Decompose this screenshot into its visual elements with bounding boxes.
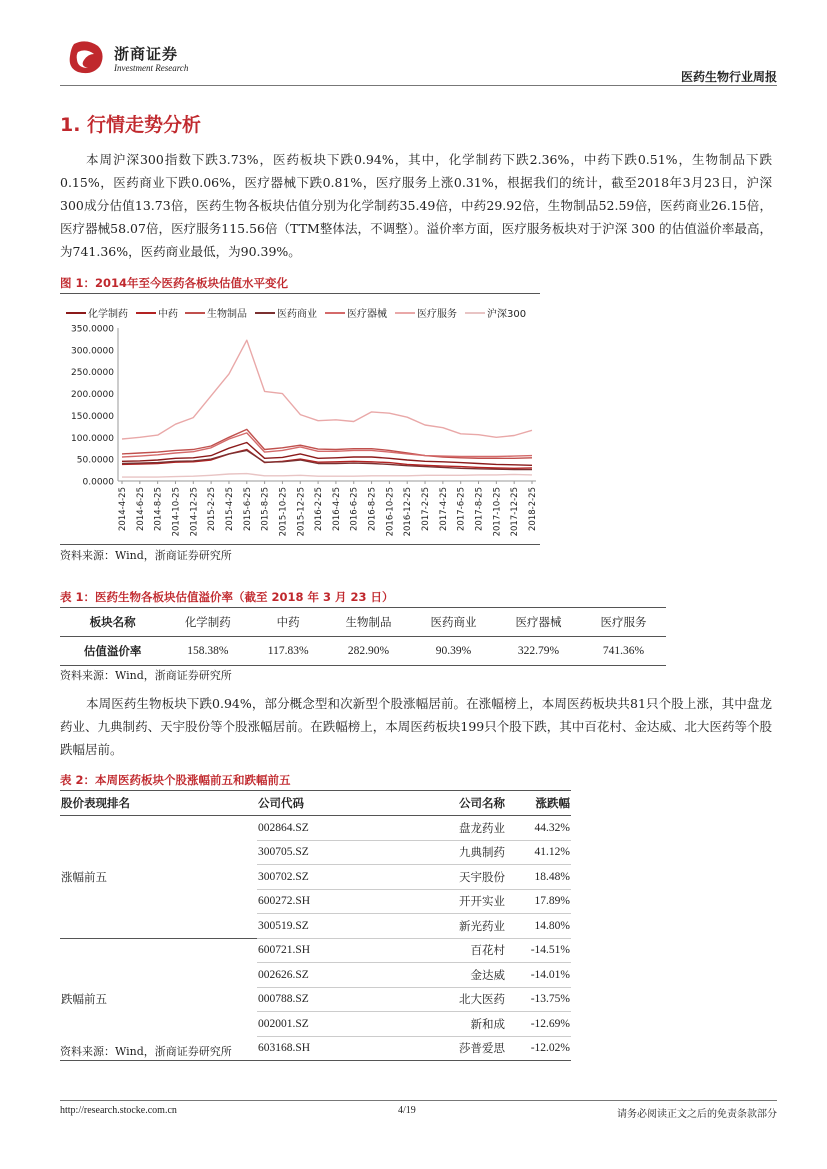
series-line-沪深300 bbox=[122, 474, 532, 478]
change-pct: 17.89% bbox=[506, 889, 571, 914]
x-tick-label: 2015-12-25 bbox=[296, 487, 307, 537]
header-cell: 化学制药 bbox=[165, 608, 250, 637]
header-cell: 医疗服务 bbox=[581, 608, 666, 637]
company-name: 新光药业 bbox=[369, 914, 506, 939]
x-tick-label: 2014-6-25 bbox=[135, 487, 146, 531]
plot-area bbox=[122, 340, 532, 477]
legend-label: 沪深300 bbox=[487, 309, 527, 320]
header-cell: 医药商业 bbox=[411, 608, 496, 637]
legend-label: 医药商业 bbox=[277, 309, 317, 320]
company-name: 盘龙药业 bbox=[369, 816, 506, 841]
change-pct: -12.69% bbox=[506, 1012, 571, 1037]
company-code: 002626.SZ bbox=[257, 963, 369, 988]
x-tick-label: 2015-6-25 bbox=[242, 487, 253, 531]
table-header-row bbox=[60, 608, 666, 637]
series-line-医疗服务 bbox=[122, 340, 532, 439]
top-movers-table bbox=[60, 790, 571, 1061]
company-name: 莎普爱思 bbox=[369, 1036, 506, 1061]
cell: 322.79% bbox=[496, 637, 581, 666]
x-axis bbox=[118, 481, 538, 536]
footer-divider bbox=[60, 1100, 777, 1101]
x-tick-label: 2017-4-25 bbox=[438, 487, 449, 531]
header-cell: 公司名称 bbox=[369, 791, 506, 816]
company-name-cn: 浙商证券 bbox=[114, 45, 179, 63]
x-tick-label: 2018-2-25 bbox=[528, 487, 538, 531]
change-pct: 41.12% bbox=[506, 840, 571, 865]
cell: 158.38% bbox=[165, 637, 250, 666]
header-cell: 生物制品 bbox=[326, 608, 411, 637]
company-name-en: Investment Research bbox=[114, 63, 189, 73]
change-pct: -14.01% bbox=[506, 963, 571, 988]
table1-source: 资料来源：Wind，浙商证券研究所 bbox=[60, 669, 232, 682]
cell: 741.36% bbox=[581, 637, 666, 666]
legend-label: 化学制药 bbox=[88, 309, 128, 320]
chart-legend bbox=[66, 307, 526, 320]
table1-caption: 表 1：医药生物各板块估值溢价率（截至 2018 年 3 月 23 日） bbox=[60, 590, 394, 604]
company-logo bbox=[66, 40, 106, 76]
figure-caption-rule bbox=[60, 293, 540, 294]
company-code: 000788.SZ bbox=[257, 987, 369, 1012]
company-name: 新和成 bbox=[369, 1012, 506, 1037]
legend-label: 中药 bbox=[158, 309, 178, 320]
x-tick-label: 2014-8-25 bbox=[153, 487, 164, 531]
y-tick-label: 100.0000 bbox=[71, 433, 114, 444]
header-divider bbox=[60, 85, 777, 86]
company-code: 603168.SH bbox=[257, 1036, 369, 1061]
y-tick-label: 0.0000 bbox=[82, 477, 114, 488]
legend-label: 医疗器械 bbox=[347, 309, 387, 320]
company-name: 百花村 bbox=[369, 938, 506, 963]
x-tick-label: 2016-2-25 bbox=[314, 487, 325, 531]
x-tick-label: 2015-4-25 bbox=[224, 487, 235, 531]
legend-label: 医疗服务 bbox=[417, 309, 457, 320]
company-code: 300705.SZ bbox=[257, 840, 369, 865]
report-type: 医药生物行业周报 bbox=[680, 70, 777, 84]
x-tick-label: 2017-6-25 bbox=[456, 487, 467, 531]
company-code: 002864.SZ bbox=[257, 816, 369, 841]
x-tick-label: 2016-10-25 bbox=[385, 487, 396, 537]
x-tick-label: 2015-10-25 bbox=[278, 487, 289, 537]
table-row bbox=[60, 637, 666, 666]
x-tick-label: 2017-8-25 bbox=[474, 487, 485, 531]
legend-label: 生物制品 bbox=[207, 309, 247, 320]
table-row bbox=[60, 938, 571, 963]
y-tick-label: 250.0000 bbox=[71, 368, 114, 379]
paragraph-market-summary bbox=[60, 148, 772, 263]
x-tick-label: 2014-4-25 bbox=[118, 487, 128, 531]
figure-source: 资料来源：Wind，浙商证券研究所 bbox=[60, 549, 232, 562]
table2-source: 资料来源：Wind，浙商证券研究所 bbox=[60, 1045, 232, 1058]
section-title: 1. 行情走势分析 bbox=[60, 114, 202, 136]
y-tick-label: 200.0000 bbox=[71, 390, 114, 401]
company-name: 开开实业 bbox=[369, 889, 506, 914]
x-tick-label: 2016-6-25 bbox=[349, 487, 360, 531]
company-code: 300702.SZ bbox=[257, 865, 369, 890]
row-label: 估值溢价率 bbox=[60, 637, 165, 666]
change-pct: -12.02% bbox=[506, 1036, 571, 1061]
footer-url[interactable]: http://research.stocke.com.cn bbox=[60, 1105, 177, 1116]
company-code: 600721.SH bbox=[257, 938, 369, 963]
table2-caption: 表 2：本周医药板块个股涨幅前五和跌幅前五 bbox=[60, 773, 291, 787]
paragraph-movers bbox=[60, 692, 772, 761]
company-code: 002001.SZ bbox=[257, 1012, 369, 1037]
x-tick-label: 2017-12-25 bbox=[510, 487, 521, 537]
header-cell: 板块名称 bbox=[60, 608, 165, 637]
disclaimer-note: 请务必阅读正文之后的免责条款部分 bbox=[617, 1109, 777, 1120]
group-label: 跌幅前五 bbox=[60, 938, 257, 1061]
company-code: 600272.SH bbox=[257, 889, 369, 914]
cell: 282.90% bbox=[326, 637, 411, 666]
header-cell: 涨跌幅 bbox=[506, 791, 571, 816]
change-pct: -14.51% bbox=[506, 938, 571, 963]
change-pct: 18.48% bbox=[506, 865, 571, 890]
change-pct: -13.75% bbox=[506, 987, 571, 1012]
header-cell: 医疗器械 bbox=[496, 608, 581, 637]
y-axis bbox=[71, 325, 118, 488]
company-name: 天宇股份 bbox=[369, 865, 506, 890]
table-row bbox=[60, 816, 571, 841]
company-name: 金达威 bbox=[369, 963, 506, 988]
x-tick-label: 2016-8-25 bbox=[367, 487, 378, 531]
x-tick-label: 2016-4-25 bbox=[331, 487, 342, 531]
x-tick-label: 2017-10-25 bbox=[492, 487, 503, 537]
y-tick-label: 350.0000 bbox=[71, 324, 114, 335]
x-tick-label: 2015-2-25 bbox=[207, 487, 218, 531]
company-name: 九典制药 bbox=[369, 840, 506, 865]
change-pct: 44.32% bbox=[506, 816, 571, 841]
company-code: 300519.SZ bbox=[257, 914, 369, 939]
y-tick-label: 150.0000 bbox=[71, 411, 114, 422]
company-name: 北大医药 bbox=[369, 987, 506, 1012]
y-tick-label: 300.0000 bbox=[71, 346, 114, 357]
x-tick-label: 2016-12-25 bbox=[403, 487, 414, 537]
paragraph-text: 本周沪深300指数下跌3.73%，医药板块下跌0.94%，其中，化学制药下跌2.36%，中药下跌0.51%，生物制品下跌0.15%，医药商业下跌0.06%，医疗器械下跌0.81%，医疗服务上涨0.31%，根据我们的统计，截至2018年3月23日，沪深300成分估值13.73倍，医药生物各板块估值分别为化学制药35.49倍，中药29.92倍，生物制品52.59倍，医药商业26.15倍，医疗器械58.07倍，医疗服务115.56倍（TTM整体法，不调整）。溢价率方面，医疗服务板块对于沪深 300 的估值溢价率最高，为741.36%，医药商业最低，为90.39%。 bbox=[60, 152, 772, 259]
y-tick-label: 50.0000 bbox=[76, 455, 114, 466]
change-pct: 14.80% bbox=[506, 914, 571, 939]
x-tick-label: 2014-10-25 bbox=[171, 487, 182, 537]
header-cell: 中药 bbox=[250, 608, 326, 637]
table-header-row bbox=[60, 791, 571, 816]
figure-caption: 图 1：2014年至今医药各板块估值水平变化 bbox=[60, 276, 289, 290]
premium-table bbox=[60, 608, 666, 666]
header-cell: 股价表现排名 bbox=[60, 791, 257, 816]
valuation-chart bbox=[60, 298, 540, 544]
group-label: 涨幅前五 bbox=[60, 816, 257, 939]
x-tick-label: 2017-2-25 bbox=[421, 487, 432, 531]
cell: 117.83% bbox=[250, 637, 326, 666]
series-line-医疗器械 bbox=[122, 433, 532, 457]
x-tick-label: 2014-12-25 bbox=[189, 487, 200, 537]
cell: 90.39% bbox=[411, 637, 496, 666]
page-number: 4/19 bbox=[398, 1105, 416, 1116]
x-tick-label: 2015-8-25 bbox=[260, 487, 271, 531]
figure-bottom-rule bbox=[60, 544, 540, 545]
paragraph-text: 本周医药生物板块下跌0.94%，部分概念型和次新型个股涨幅居前。在涨幅榜上，本周医药板块共81只个股上涨，其中盘龙药业、九典制药、天宇股份等个股涨幅居前。在跌幅榜上，本周医药板块199只个股下跌，其中百花村、金达威、北大医药等个股跌幅居前。 bbox=[60, 696, 772, 757]
header-cell: 公司代码 bbox=[257, 791, 369, 816]
